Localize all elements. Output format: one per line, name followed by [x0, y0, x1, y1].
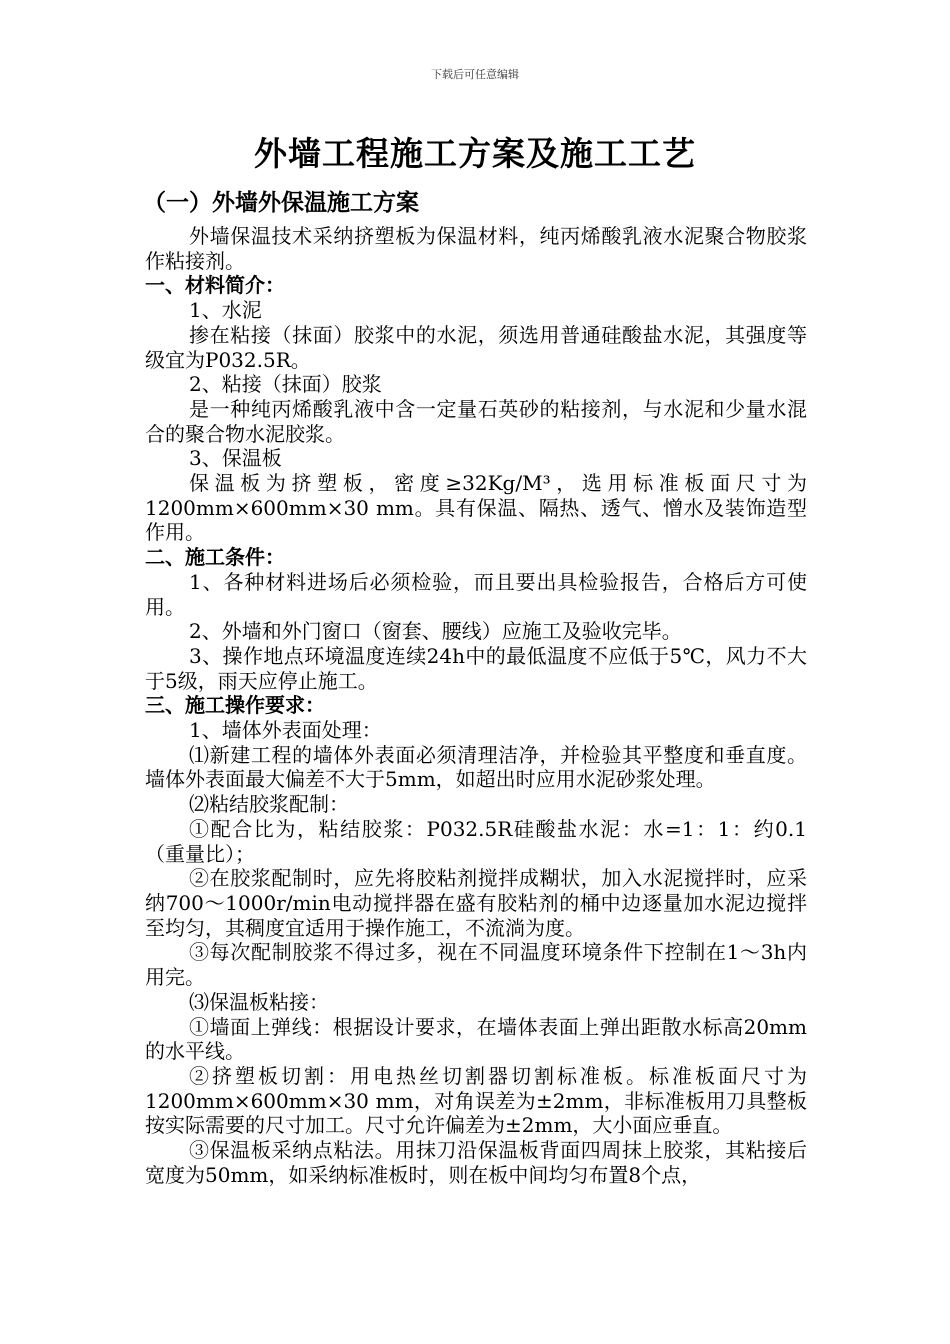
paragraph: 1、墙体外表面处理：	[189, 718, 382, 743]
paragraph: ⑴新建工程的墙体外表面必须清理洁净，并检验其平整度和垂直度。墙体外表面最大偏差不大于5mm，如超出时应用水泥砂浆处理。	[145, 742, 807, 792]
paragraph: 1、各种材料进场后必须检验，而且要出具检验报告，合格后方可使用。	[145, 569, 807, 619]
paragraph: 3、操作地点环境温度连续24h中的最低温度不应低于5℃，风力不大于5级，雨天应停止施工。	[145, 643, 807, 693]
paragraph: ⑵粘结胶浆配制：	[189, 792, 349, 817]
paragraph: ①配合比为，粘结胶浆：P032.5R硅酸盐水泥：水=1：1：约0.1（重量比）；	[145, 816, 807, 866]
heading: 一、材料简介：	[145, 273, 285, 298]
paragraph: 3、保温板	[189, 446, 282, 471]
section-title: （一）外墙外保温施工方案	[143, 190, 419, 216]
paragraph: 掺在粘接（抹面）胶浆中的水泥，须选用普通硅酸盐水泥，其强度等级宜为P032.5R。	[145, 322, 807, 372]
heading: 二、施工条件：	[145, 545, 285, 570]
paragraph: 1、水泥	[189, 298, 262, 323]
paragraph: 2、外墙和外门窗口（窗套、腰线）应施工及验收完毕。	[189, 619, 682, 644]
paragraph: 是一种纯丙烯酸乳液中含一定量石英砂的粘接剂，与水泥和少量水混合的聚合物水泥胶浆。	[145, 396, 807, 446]
heading: 三、施工操作要求：	[145, 693, 325, 718]
header-note: 下载后可任意编辑	[431, 68, 519, 81]
paragraph: 2、粘接（抹面）胶浆	[189, 372, 382, 397]
document-body	[145, 224, 807, 1187]
paragraph: 外墙保温技术采纳挤塑板为保温材料，纯丙烯酸乳液水泥聚合物胶浆作粘接剂。	[145, 224, 807, 273]
paragraph: ③每次配制胶浆不得过多，视在不同温度环境条件下控制在1～3h内用完。	[145, 940, 807, 990]
document-title: 外墙工程施工方案及施工工艺	[254, 134, 696, 173]
paragraph: 保温板为挤塑板，密度≥32Kg/M³，选用标准板面尺寸为1200mm×600mm×30 mm。具有保温、隔热、透气、憎水及装饰造型作用。	[145, 471, 807, 545]
paragraph: ③保温板采纳点粘法。用抹刀沿保温板背面四周抹上胶浆，其粘接后宽度为50mm，如采纳标准板时，则在板中间均匀布置8个点，	[145, 1138, 807, 1187]
paragraph: ②挤塑板切割：用电热丝切割器切割标准板。标准板面尺寸为1200mm×600mm×30 mm，对角误差为±2mm，非标准板用刀具整板按实际需要的尺寸加工。尺寸允许偏差为±2mm，大小面应垂直。	[145, 1063, 807, 1138]
paragraph: ②在胶浆配制时，应先将胶粘剂搅拌成糊状，加入水泥搅拌时，应采纳700～1000r/min电动搅拌器在盛有胶粘剂的桶中边逐量加水泥边搅拌至均匀，其稠度宜适用于操作施工，不流淌为度。	[145, 866, 807, 940]
paragraph: ⑶保温板粘接：	[189, 989, 329, 1014]
paragraph: ①墙面上弹线：根据设计要求，在墙体表面上弹出距散水标高20mm的水平线。	[145, 1014, 807, 1064]
